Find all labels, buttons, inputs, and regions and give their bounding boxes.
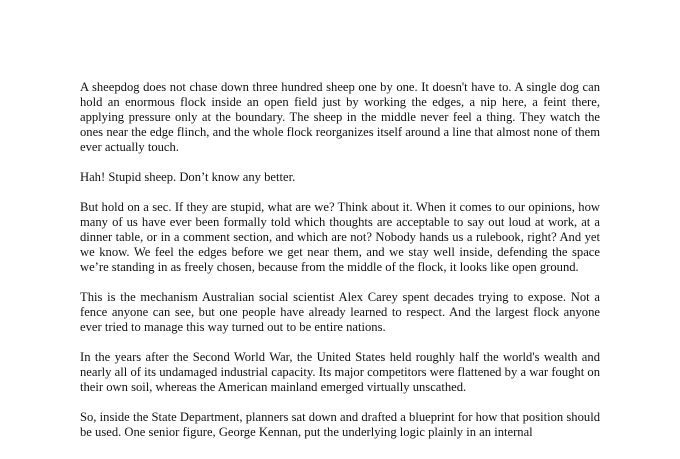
paragraph-postwar: In the years after the Second World War, the United States held roughly half the world's wealth and nearly all of its undamaged industrial capacity. Its major competitors were flattened by a war fought on their own soil, whereas the American mainland emerged virtually unscathed. [80, 350, 600, 394]
paragraph-state-department: So, inside the State Department, planners sat down and drafted a blueprint for how that position should be used. One senior figure, George Kennan, put the underlying logic plainly in an internal [80, 410, 600, 439]
paragraph-sheepdog: A sheepdog does not chase down three hundred sheep one by one. It doesn't have to. A single dog can hold an enormous flock inside an open field just by working the edges, a nip here, a feint there, applying pressure only at the boundary. The sheep in the middle never feel a thing. They watch the ones near the edge flinch, and the whole flock reorganizes itself around a line that almost none of them ever actually touch. [80, 80, 600, 154]
paragraph-stupid-sheep: Hah! Stupid sheep. Don’t know any better. [80, 170, 296, 184]
paragraph-alex-carey: This is the mechanism Australian social scientist Alex Carey spent decades trying to expose. Not a fence anyone can see, but one people have already learned to respect. And the largest flock anyone ever tried to manage this way turned out to be entire nations. [80, 290, 600, 334]
paragraph-hold-on: But hold on a sec. If they are stupid, what are we? Think about it. When it comes to our opinions, how many of us have ever been formally told which thoughts are acceptable to say out loud at work, at a dinner table, or in a comment section, and which are not? Nobody hands us a rulebook, right? And yet we know. We feel the edges before we get near them, and we stay well inside, defending the space we’re standing in as freely chosen, because from the middle of the flock, it looks like open ground. [80, 200, 600, 274]
document-body [80, 80, 600, 455]
